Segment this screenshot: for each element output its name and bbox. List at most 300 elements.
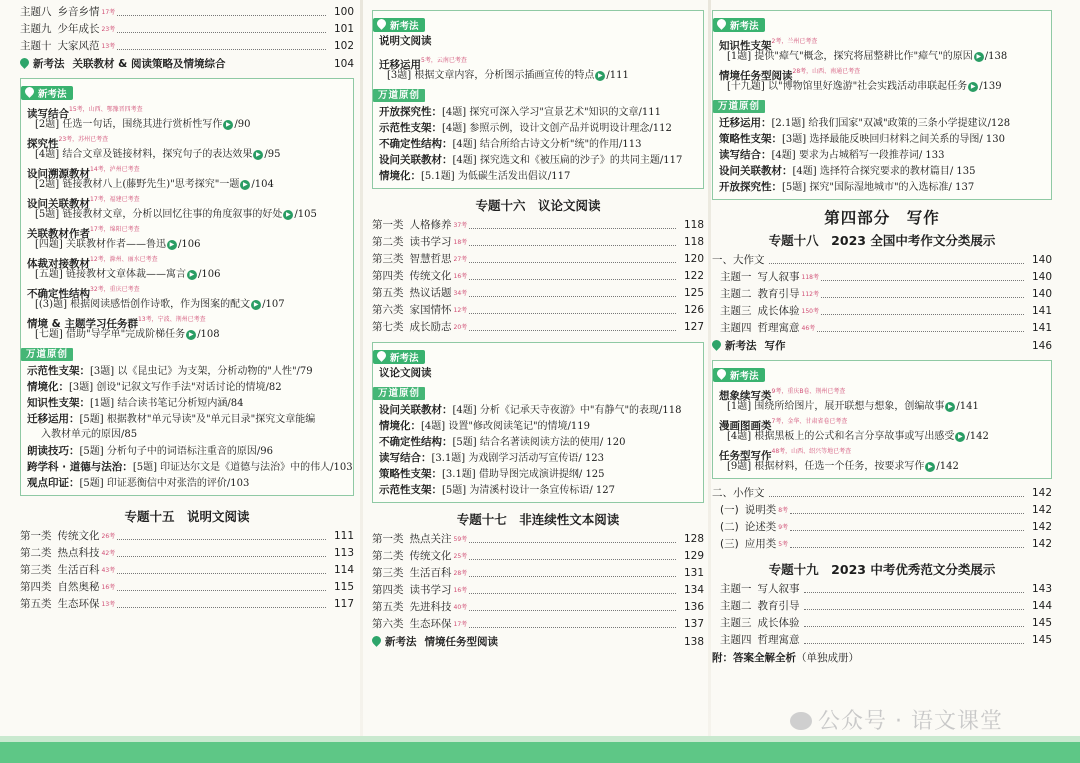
page-number: 142 xyxy=(1031,538,1052,550)
toc-row[interactable] xyxy=(372,531,704,548)
page-ref: / 130 xyxy=(979,134,1005,145)
video-icon: ▶ xyxy=(251,300,261,310)
page-number: 113 xyxy=(333,547,354,559)
feature-label: 读写结合： xyxy=(719,149,772,161)
answer-line xyxy=(712,649,1052,667)
video-icon: ▶ xyxy=(253,150,263,160)
question-text: [五题] 链接教材文章体裁——寓言 xyxy=(35,269,186,280)
question-text: [1题] 围绕所给图片，展开联想与想象，创编故事 xyxy=(727,401,945,412)
feature-line[interactable] xyxy=(379,136,697,152)
exam-count: 14考，泸州已考查 xyxy=(90,166,140,173)
new-method-tag xyxy=(713,368,765,382)
exam-count: 28考，山西、南通已考查 xyxy=(792,68,861,75)
question-line[interactable] xyxy=(719,459,1045,474)
toc-title: 先进科技 xyxy=(409,601,452,613)
leader-dots xyxy=(804,626,1025,627)
leader-dots xyxy=(117,590,326,591)
leader-dots xyxy=(117,539,326,540)
question-line[interactable] xyxy=(27,297,347,312)
question-line[interactable] xyxy=(719,79,1045,94)
page-ref: /82 xyxy=(265,382,282,393)
page-ref: /103 xyxy=(226,478,250,489)
item-heading xyxy=(27,102,347,120)
feature-line[interactable] xyxy=(27,475,347,491)
exam-count: 34考 xyxy=(453,290,468,297)
toc-title: 哲理寓意 xyxy=(757,322,800,334)
toc-row[interactable] xyxy=(712,598,1052,615)
pin-icon xyxy=(717,369,726,380)
page-number: 100 xyxy=(333,6,354,18)
feature-line[interactable] xyxy=(379,466,697,482)
toc-title: 智慧哲思 xyxy=(409,253,452,265)
page-ref: /128 xyxy=(987,118,1011,129)
feature-label: 示范性支架： xyxy=(379,484,442,496)
leader-dots xyxy=(469,576,676,577)
feature-line[interactable] xyxy=(379,418,697,434)
toc-row[interactable] xyxy=(372,302,704,319)
toc-row[interactable] xyxy=(20,528,354,545)
page-number: 122 xyxy=(683,270,704,282)
question-text: [1题] 提供"瘴气"概念，探究将屈整耕比作"瘴气"的原因 xyxy=(727,51,973,62)
item-heading-text: 情境任务型阅读 xyxy=(719,70,793,82)
leader-dots xyxy=(117,556,326,557)
page-number: 101 xyxy=(333,23,354,35)
exam-count: 7考，金华、甘肃省卷已考查 xyxy=(771,418,848,425)
feature-label: 开放探究性： xyxy=(719,181,782,193)
toc-label: (三) xyxy=(720,538,739,550)
wechat-icon xyxy=(790,712,812,730)
toc-row[interactable] xyxy=(372,599,704,616)
tag-label: 新考法 xyxy=(390,20,419,32)
toc-row[interactable] xyxy=(372,616,704,633)
item-heading xyxy=(719,414,1045,432)
feature-text: [2.1题] 给我们国家"双减"政策的三条小学提建议 xyxy=(771,118,988,129)
page-number: 102 xyxy=(333,40,354,52)
original-tag: 万道原创 xyxy=(713,100,765,113)
page-ref: /103 xyxy=(330,462,353,473)
toc-label: 第二类 xyxy=(20,547,52,559)
exam-count: 32考，重庆已考查 xyxy=(90,286,140,293)
pin-icon xyxy=(377,351,386,362)
answer-note: （单独成册） xyxy=(796,652,859,664)
page-ref: /138 xyxy=(984,51,1008,62)
toc-row[interactable] xyxy=(372,234,704,251)
exam-count: 28考 xyxy=(453,570,468,577)
toc-row[interactable] xyxy=(712,286,1052,303)
exam-count: 40考 xyxy=(453,604,468,611)
question-line[interactable] xyxy=(27,237,347,252)
item-heading xyxy=(27,252,347,270)
item-heading xyxy=(27,162,347,180)
exam-count: 16考 xyxy=(101,584,116,591)
question-line[interactable] xyxy=(719,49,1045,64)
question-line[interactable] xyxy=(27,177,347,192)
item-heading xyxy=(719,34,1045,52)
question-line[interactable] xyxy=(379,68,697,83)
watermark xyxy=(790,704,1003,735)
leader-dots xyxy=(790,513,1024,514)
toc-row[interactable] xyxy=(712,581,1052,598)
leader-dots xyxy=(769,496,1025,497)
leader-dots xyxy=(469,279,676,280)
original-tag: 万道原创 xyxy=(373,89,425,102)
toc-row[interactable] xyxy=(712,632,1052,649)
item-heading xyxy=(719,384,1045,402)
toc-title: 写人叙事 xyxy=(757,583,800,595)
new-method-label: 新考法 xyxy=(725,340,757,352)
toc-title: 乡音乡情 xyxy=(57,6,100,18)
leader-dots xyxy=(821,297,1024,298)
toc-label: 第六类 xyxy=(372,618,404,630)
exam-count: 13考，宁波、荆州已考查 xyxy=(137,316,206,323)
item-heading xyxy=(379,53,697,71)
page-number: 137 xyxy=(683,618,704,630)
video-icon: ▶ xyxy=(283,210,293,220)
feature-text: [5.1题] 为低碳生活发出倡议 xyxy=(421,171,548,182)
toc-row[interactable] xyxy=(712,320,1052,337)
feature-line[interactable] xyxy=(27,411,347,427)
leader-dots xyxy=(804,643,1025,644)
feature-line[interactable] xyxy=(27,459,353,475)
pin-icon xyxy=(717,19,726,30)
toc-title: 热议话题 xyxy=(409,287,452,299)
toc-title: 读书学习 xyxy=(409,236,452,248)
exam-count: 17考 xyxy=(101,9,116,16)
new-method-tag xyxy=(373,18,425,32)
toc-label: 第二类 xyxy=(372,550,404,562)
toc-label: 第三类 xyxy=(372,253,404,265)
leader-dots xyxy=(821,314,1024,315)
page-ref: /108 xyxy=(197,329,220,340)
page-divider xyxy=(360,0,363,736)
feature-text: [4题] 参照示例，设计文创产品并说明设计理念 xyxy=(442,123,650,134)
exam-count: 9考 xyxy=(778,524,789,531)
leader-dots xyxy=(469,627,676,628)
page-number: 134 xyxy=(683,584,704,596)
toc-row[interactable] xyxy=(712,519,1052,536)
feature-line[interactable] xyxy=(379,120,697,136)
page-number: 145 xyxy=(1031,617,1052,629)
exam-count: 23考，苏州已考查 xyxy=(58,136,109,143)
new-method-text: 情境任务型阅读 xyxy=(424,636,498,648)
question-line[interactable] xyxy=(27,147,347,162)
section-title: 专题十五 说明文阅读 xyxy=(124,509,250,524)
page-number: 140 xyxy=(1031,271,1052,283)
box-heading: 说明文阅读 xyxy=(379,35,432,47)
toc-label: 一、大作文 xyxy=(712,254,765,266)
toc-title: 生态环保 xyxy=(57,598,100,610)
item-heading xyxy=(27,312,347,330)
question-line[interactable] xyxy=(27,267,347,282)
question-text: [3题] 根据文章内容，分析图示插画宣传的特点 xyxy=(387,70,595,81)
toc-label: 第四类 xyxy=(372,270,404,282)
toc-title: 家国情怀 xyxy=(409,304,452,316)
toc-label: 主题八 xyxy=(20,6,52,18)
question-text: [十九题] 以"博物馆里好逸游"社会实践活动串联起任务 xyxy=(727,81,968,92)
toc-row[interactable] xyxy=(372,251,704,268)
pin-icon xyxy=(25,87,34,98)
toc-title: 写人叙事 xyxy=(757,271,800,283)
page-ref: /95 xyxy=(264,149,281,160)
toc-title: 自然奥秘 xyxy=(57,581,100,593)
toc-title: 少年成长 xyxy=(57,23,100,35)
page-number: 140 xyxy=(1031,288,1052,300)
question-text: [4题] 结合文章及链接材料，探究句子的表达效果 xyxy=(35,149,253,160)
column-3 xyxy=(712,4,1052,667)
feature-label: 策略性支架： xyxy=(719,133,782,145)
page-ref: /118 xyxy=(659,405,682,416)
page-number: 115 xyxy=(333,581,354,593)
page-number: 143 xyxy=(1031,583,1052,595)
exam-count: 16考 xyxy=(453,587,468,594)
toc-title: 应用类 xyxy=(744,538,777,550)
toc-label: 主题三 xyxy=(720,305,752,317)
new-method-box xyxy=(712,360,1052,479)
feature-label: 策略性支架： xyxy=(379,468,442,480)
toc-label: 第一类 xyxy=(372,219,404,231)
feature-line[interactable] xyxy=(719,163,1045,179)
page-ref: /111 xyxy=(638,107,662,118)
new-method-row xyxy=(712,337,1052,354)
new-method-label: 新考法 xyxy=(385,636,417,648)
item-heading xyxy=(719,64,1045,82)
page-number: 142 xyxy=(1031,521,1052,533)
exam-count: 25考 xyxy=(453,553,468,560)
toc-label: 第四类 xyxy=(372,584,404,596)
exam-count: 17考 xyxy=(453,621,468,628)
toc-row[interactable] xyxy=(20,4,354,21)
video-icon: ▶ xyxy=(945,402,955,412)
item-heading-text: 不确定性结构 xyxy=(27,288,90,300)
toc-title: 生活百科 xyxy=(409,567,452,579)
toc-title: 成长体验 xyxy=(757,617,800,629)
page-ref: /106 xyxy=(197,269,221,280)
feature-label: 示范性支架： xyxy=(379,122,442,134)
leader-dots xyxy=(117,573,326,574)
item-heading-text: 情境 & 主题学习任务群 xyxy=(27,318,138,330)
part-title: 第四部分 写作 xyxy=(824,209,940,227)
feature-label: 观点印证： xyxy=(27,477,80,489)
toc-row[interactable] xyxy=(372,268,704,285)
toc-title: 成长励志 xyxy=(409,321,452,333)
page-ref: /142 xyxy=(936,461,959,472)
leader-dots xyxy=(790,547,1024,548)
toc-row[interactable] xyxy=(20,596,354,613)
toc-row[interactable] xyxy=(712,502,1052,519)
feature-line[interactable] xyxy=(379,402,697,418)
feature-text: [5题] 印证达尔文是《道德与法治》中的伟人 xyxy=(132,462,331,473)
leader-dots xyxy=(469,262,676,263)
pin-icon xyxy=(20,58,29,69)
page-ref: /139 xyxy=(979,81,1002,92)
toc-title: 教育引导 xyxy=(757,288,800,300)
toc-label: 主题四 xyxy=(720,322,752,334)
feature-label: 读写结合： xyxy=(379,452,432,464)
feature-text: [4题] 分析《记承天寺夜游》中"有静气"的表现 xyxy=(452,405,660,416)
toc-row[interactable] xyxy=(20,545,354,562)
toc-row[interactable] xyxy=(372,217,704,234)
question-line[interactable] xyxy=(719,429,1045,444)
toc-label: 主题三 xyxy=(720,617,752,629)
question-line[interactable] xyxy=(27,207,347,222)
page-number: 104 xyxy=(333,57,354,70)
feature-label: 情境化： xyxy=(379,170,421,182)
item-heading-text: 关联教材作者 xyxy=(27,228,90,240)
item-heading-text: 探究性 xyxy=(27,138,59,150)
toc-label: 主题十 xyxy=(20,40,52,52)
feature-line[interactable] xyxy=(719,147,1045,163)
new-method-box xyxy=(372,342,704,503)
toc-row-small-essay[interactable] xyxy=(712,485,1052,502)
question-text: [2题] 链接教材八上(藤野先生)"思考探究"一题 xyxy=(35,179,240,190)
feature-text: [4题] 探究可深入学习"宣景艺术"知识的文章 xyxy=(442,107,639,118)
question-line[interactable] xyxy=(719,399,1045,414)
feature-line[interactable] xyxy=(719,131,1045,147)
exam-count: 17考，绵阳已考查 xyxy=(90,226,140,233)
toc-row[interactable] xyxy=(20,21,354,38)
page-number: 142 xyxy=(1031,504,1052,516)
item-heading xyxy=(27,132,347,150)
question-text: [(3)题] 根据阅读感悟创作诗歌，作为图案的配文 xyxy=(35,299,251,310)
video-icon: ▶ xyxy=(925,462,935,472)
exam-count: 12考，滁州、丽水已考查 xyxy=(90,256,158,263)
toc-row[interactable] xyxy=(372,548,704,565)
feature-text: [4题] 选择符合探究要求的教材篇目 xyxy=(792,166,950,177)
toc-label: 主题九 xyxy=(20,23,52,35)
page-ref: / 120 xyxy=(599,437,626,448)
feature-line[interactable] xyxy=(379,104,697,120)
feature-line[interactable] xyxy=(379,152,697,168)
feature-line[interactable] xyxy=(27,363,347,379)
toc-row[interactable] xyxy=(372,285,704,302)
feature-text: [5题] 结合名著读阅读方法的使用 xyxy=(452,437,600,448)
page-number: 120 xyxy=(683,253,704,265)
section-title: 专题十七 非连续性文本阅读 xyxy=(456,512,620,527)
toc-label: (一) xyxy=(720,504,739,516)
item-heading xyxy=(27,282,347,300)
page-ref: /119 xyxy=(567,421,591,432)
feature-label: 示范性支架： xyxy=(27,365,90,377)
toc-row[interactable] xyxy=(372,319,704,336)
feature-line[interactable] xyxy=(27,443,347,459)
feature-line[interactable] xyxy=(719,115,1045,131)
feature-line[interactable] xyxy=(379,168,697,184)
exam-count: 27考 xyxy=(453,256,468,263)
feature-line[interactable] xyxy=(379,450,697,466)
leader-dots xyxy=(790,530,1024,531)
toc-row[interactable] xyxy=(372,565,704,582)
leader-dots xyxy=(469,296,676,297)
exam-count: 118考 xyxy=(801,274,819,281)
toc-row[interactable] xyxy=(20,562,354,579)
feature-text: [5题] 分析句子中的词语标注重音的原因 xyxy=(79,446,257,457)
leader-dots xyxy=(117,49,326,50)
feature-text: 入教材单元的原因 xyxy=(41,429,121,440)
toc-row[interactable] xyxy=(712,615,1052,632)
page-ref: /112 xyxy=(649,123,672,134)
feature-label: 开放探究性： xyxy=(379,106,442,118)
page-ref: / 127 xyxy=(589,485,615,496)
feature-line[interactable] xyxy=(719,179,1045,195)
section-title: 专题十六 议论文阅读 xyxy=(475,198,601,213)
exam-count: 13考 xyxy=(101,43,116,50)
toc-row[interactable] xyxy=(712,269,1052,286)
item-heading-text: 想象续写类 xyxy=(719,390,772,402)
page-divider xyxy=(708,0,711,736)
item-heading-text: 漫画图画类 xyxy=(719,420,772,432)
toc-title: 人格修养 xyxy=(409,219,452,231)
exam-count: 15考，山西、鄂豫晋四考查 xyxy=(69,106,143,113)
toc-title: 传统文化 xyxy=(409,270,452,282)
feature-text: [3题] 选择最能反映回归材料之间关系的导图 xyxy=(782,134,980,145)
page-ref: /104 xyxy=(251,179,274,190)
page-ref: / 123 xyxy=(578,453,605,464)
new-method-box xyxy=(712,10,1052,200)
answer-label: 附：答案全解全析 xyxy=(712,652,796,664)
feature-line[interactable] xyxy=(27,379,347,395)
toc-row-big-essay[interactable] xyxy=(712,252,1052,269)
feature-line[interactable] xyxy=(27,395,347,411)
toc-row[interactable] xyxy=(372,582,704,599)
exam-count: 5考 xyxy=(778,541,789,548)
toc-row[interactable] xyxy=(712,303,1052,320)
item-heading-text: 迁移运用 xyxy=(379,59,421,71)
page-number: 118 xyxy=(683,236,704,248)
page-number: 125 xyxy=(683,287,704,299)
page-number: 140 xyxy=(1031,254,1052,266)
exam-count: 5考，云南已考查 xyxy=(421,57,467,64)
toc-row[interactable] xyxy=(20,579,354,596)
exam-count: 20考 xyxy=(453,324,468,331)
toc-label: (二) xyxy=(720,521,739,533)
toc-title: 生活百科 xyxy=(57,564,100,576)
section-title: 专题十八 2023 全国中考作文分类展示 xyxy=(768,233,996,248)
video-icon: ▶ xyxy=(968,82,978,92)
feature-label: 设问关联教材： xyxy=(379,154,453,166)
exam-count: 17考，福建已考查 xyxy=(90,196,140,203)
feature-line[interactable] xyxy=(379,434,697,450)
toc-title: 大家风范 xyxy=(57,40,100,52)
question-text: [2题] 任选一句话，围绕其进行赏析性写作 xyxy=(35,119,223,130)
page-ref: /142 xyxy=(966,431,989,442)
leader-dots xyxy=(469,245,676,246)
toc-label: 第五类 xyxy=(372,601,404,613)
page-ref: /96 xyxy=(256,446,273,457)
feature-text: [4题] 探究选文和《被压扁的沙子》的共同主题 xyxy=(452,155,660,166)
new-method-text: 写作 xyxy=(764,340,786,352)
leader-dots xyxy=(804,592,1025,593)
feature-line[interactable] xyxy=(379,482,697,498)
original-tag: 万道原创 xyxy=(21,348,73,361)
toc-label: 第五类 xyxy=(20,598,52,610)
video-icon: ▶ xyxy=(167,240,177,250)
page-number: 144 xyxy=(1031,600,1052,612)
tag-label: 新考法 xyxy=(390,352,419,364)
pin-icon xyxy=(377,19,386,30)
toc-label: 主题一 xyxy=(720,583,752,595)
page-ref: /90 xyxy=(234,119,251,130)
question-line[interactable] xyxy=(27,117,347,132)
exam-count: 48考，山西、绍兴等地已考查 xyxy=(771,448,852,455)
question-line[interactable] xyxy=(27,327,347,342)
toc-row[interactable] xyxy=(712,536,1052,553)
toc-title: 成长体验 xyxy=(757,305,800,317)
feature-line[interactable] xyxy=(27,427,347,443)
exam-count: 46考 xyxy=(801,325,816,332)
toc-row[interactable] xyxy=(20,38,354,55)
feature-label: 设问关联教材： xyxy=(379,404,453,416)
new-method-tag xyxy=(713,18,765,32)
